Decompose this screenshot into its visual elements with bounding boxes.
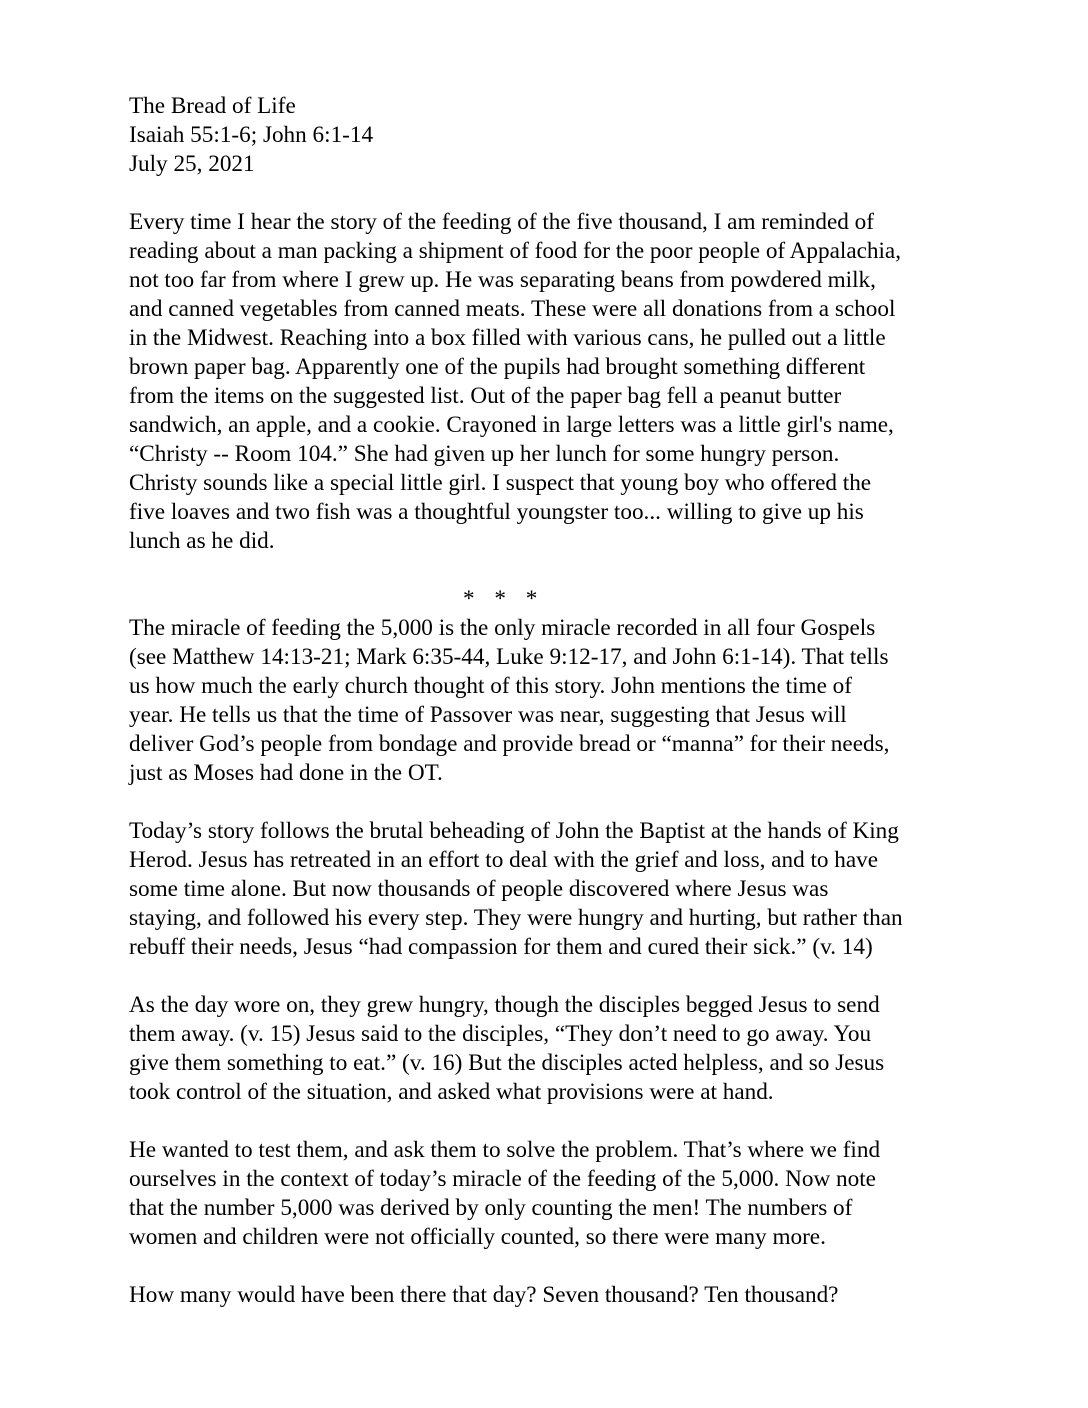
paragraph-2 <box>129 614 969 788</box>
paragraph-line: lunch as he did. <box>129 528 275 554</box>
sermon-date: July 25, 2021 <box>129 151 255 177</box>
paragraph-line: reading about a man packing a shipment of food for the poor people of Appalachia, <box>129 238 902 264</box>
paragraph-line: Today’s story follows the brutal beheading of John the Baptist at the hands of King <box>129 818 899 844</box>
paragraph-line: took control of the situation, and asked what provisions were at hand. <box>129 1079 774 1105</box>
paragraph-line: brown paper bag. Apparently one of the pupils had brought something different <box>129 354 866 380</box>
paragraph-line: and canned vegetables from canned meats. These were all donations from a school <box>129 296 896 322</box>
paragraph-line: (see Matthew 14:13-21; Mark 6:35-44, Luke 9:12-17, and John 6:1-14). That tells <box>129 644 889 670</box>
paragraph-line: deliver God’s people from bondage and provide bread or “manna” for their needs, <box>129 731 890 757</box>
paragraph-line: women and children were not officially counted, so there were many more. <box>129 1224 826 1250</box>
paragraph-line: five loaves and two fish was a thoughtful youngster too... willing to give up his <box>129 499 864 525</box>
paragraph-5 <box>129 1136 969 1252</box>
paragraph-line: The miracle of feeding the 5,000 is the only miracle recorded in all four Gospels <box>129 615 876 641</box>
paragraph-3 <box>129 817 969 962</box>
paragraph-line: Every time I hear the story of the feeding of the five thousand, I am reminded of <box>129 209 874 235</box>
document-page <box>129 92 969 1310</box>
paragraph-4 <box>129 991 969 1107</box>
paragraph-line: staying, and followed his every step. They were hungry and hurting, but rather than <box>129 905 903 931</box>
paragraph-line: from the items on the suggested list. Out of the paper bag fell a peanut butter <box>129 383 842 409</box>
paragraph-line: not too far from where I grew up. He was separating beans from powdered milk, <box>129 267 876 293</box>
section-separator: * * * <box>463 586 538 612</box>
paragraph-line: them away. (v. 15) Jesus said to the disciples, “They don’t need to go away. You <box>129 1021 872 1047</box>
scripture-reference: Isaiah 55:1-6; John 6:1-14 <box>129 122 374 148</box>
paragraph-line: ourselves in the context of today’s miracle of the feeding of the 5,000. Now note <box>129 1166 876 1192</box>
paragraph-line: rebuff their needs, Jesus “had compassion for them and cured their sick.” (v. 14) <box>129 934 873 960</box>
paragraph-line: Herod. Jesus has retreated in an effort to deal with the grief and loss, and to have <box>129 847 879 873</box>
paragraph-line: He wanted to test them, and ask them to solve the problem. That’s where we find <box>129 1137 881 1163</box>
paragraph-1 <box>129 208 969 556</box>
paragraph-line: just as Moses had done in the OT. <box>129 760 443 786</box>
paragraph-line: in the Midwest. Reaching into a box filled with various cans, he pulled out a little <box>129 325 886 351</box>
paragraph-line: some time alone. But now thousands of people discovered where Jesus was <box>129 876 829 902</box>
paragraph-line: give them something to eat.” (v. 16) But the disciples acted helpless, and so Jesus <box>129 1050 885 1076</box>
paragraph-line: Christy sounds like a special little girl. I suspect that young boy who offered the <box>129 470 872 496</box>
paragraph-line: sandwich, an apple, and a cookie. Crayoned in large letters was a little girl's name, <box>129 412 894 438</box>
paragraph-6 <box>129 1281 969 1310</box>
paragraph-line: As the day wore on, they grew hungry, though the disciples begged Jesus to send <box>129 992 880 1018</box>
sermon-title: The Bread of Life <box>129 93 296 119</box>
paragraph-line: us how much the early church thought of this story. John mentions the time of <box>129 673 852 699</box>
paragraph-line: that the number 5,000 was derived by only counting the men! The numbers of <box>129 1195 853 1221</box>
paragraph-line: How many would have been there that day? Seven thousand? Ten thousand? <box>129 1282 839 1308</box>
document-header <box>129 92 969 179</box>
paragraph-line: “Christy -- Room 104.” She had given up her lunch for some hungry person. <box>129 441 840 467</box>
paragraph-line: year. He tells us that the time of Passover was near, suggesting that Jesus will <box>129 702 847 728</box>
